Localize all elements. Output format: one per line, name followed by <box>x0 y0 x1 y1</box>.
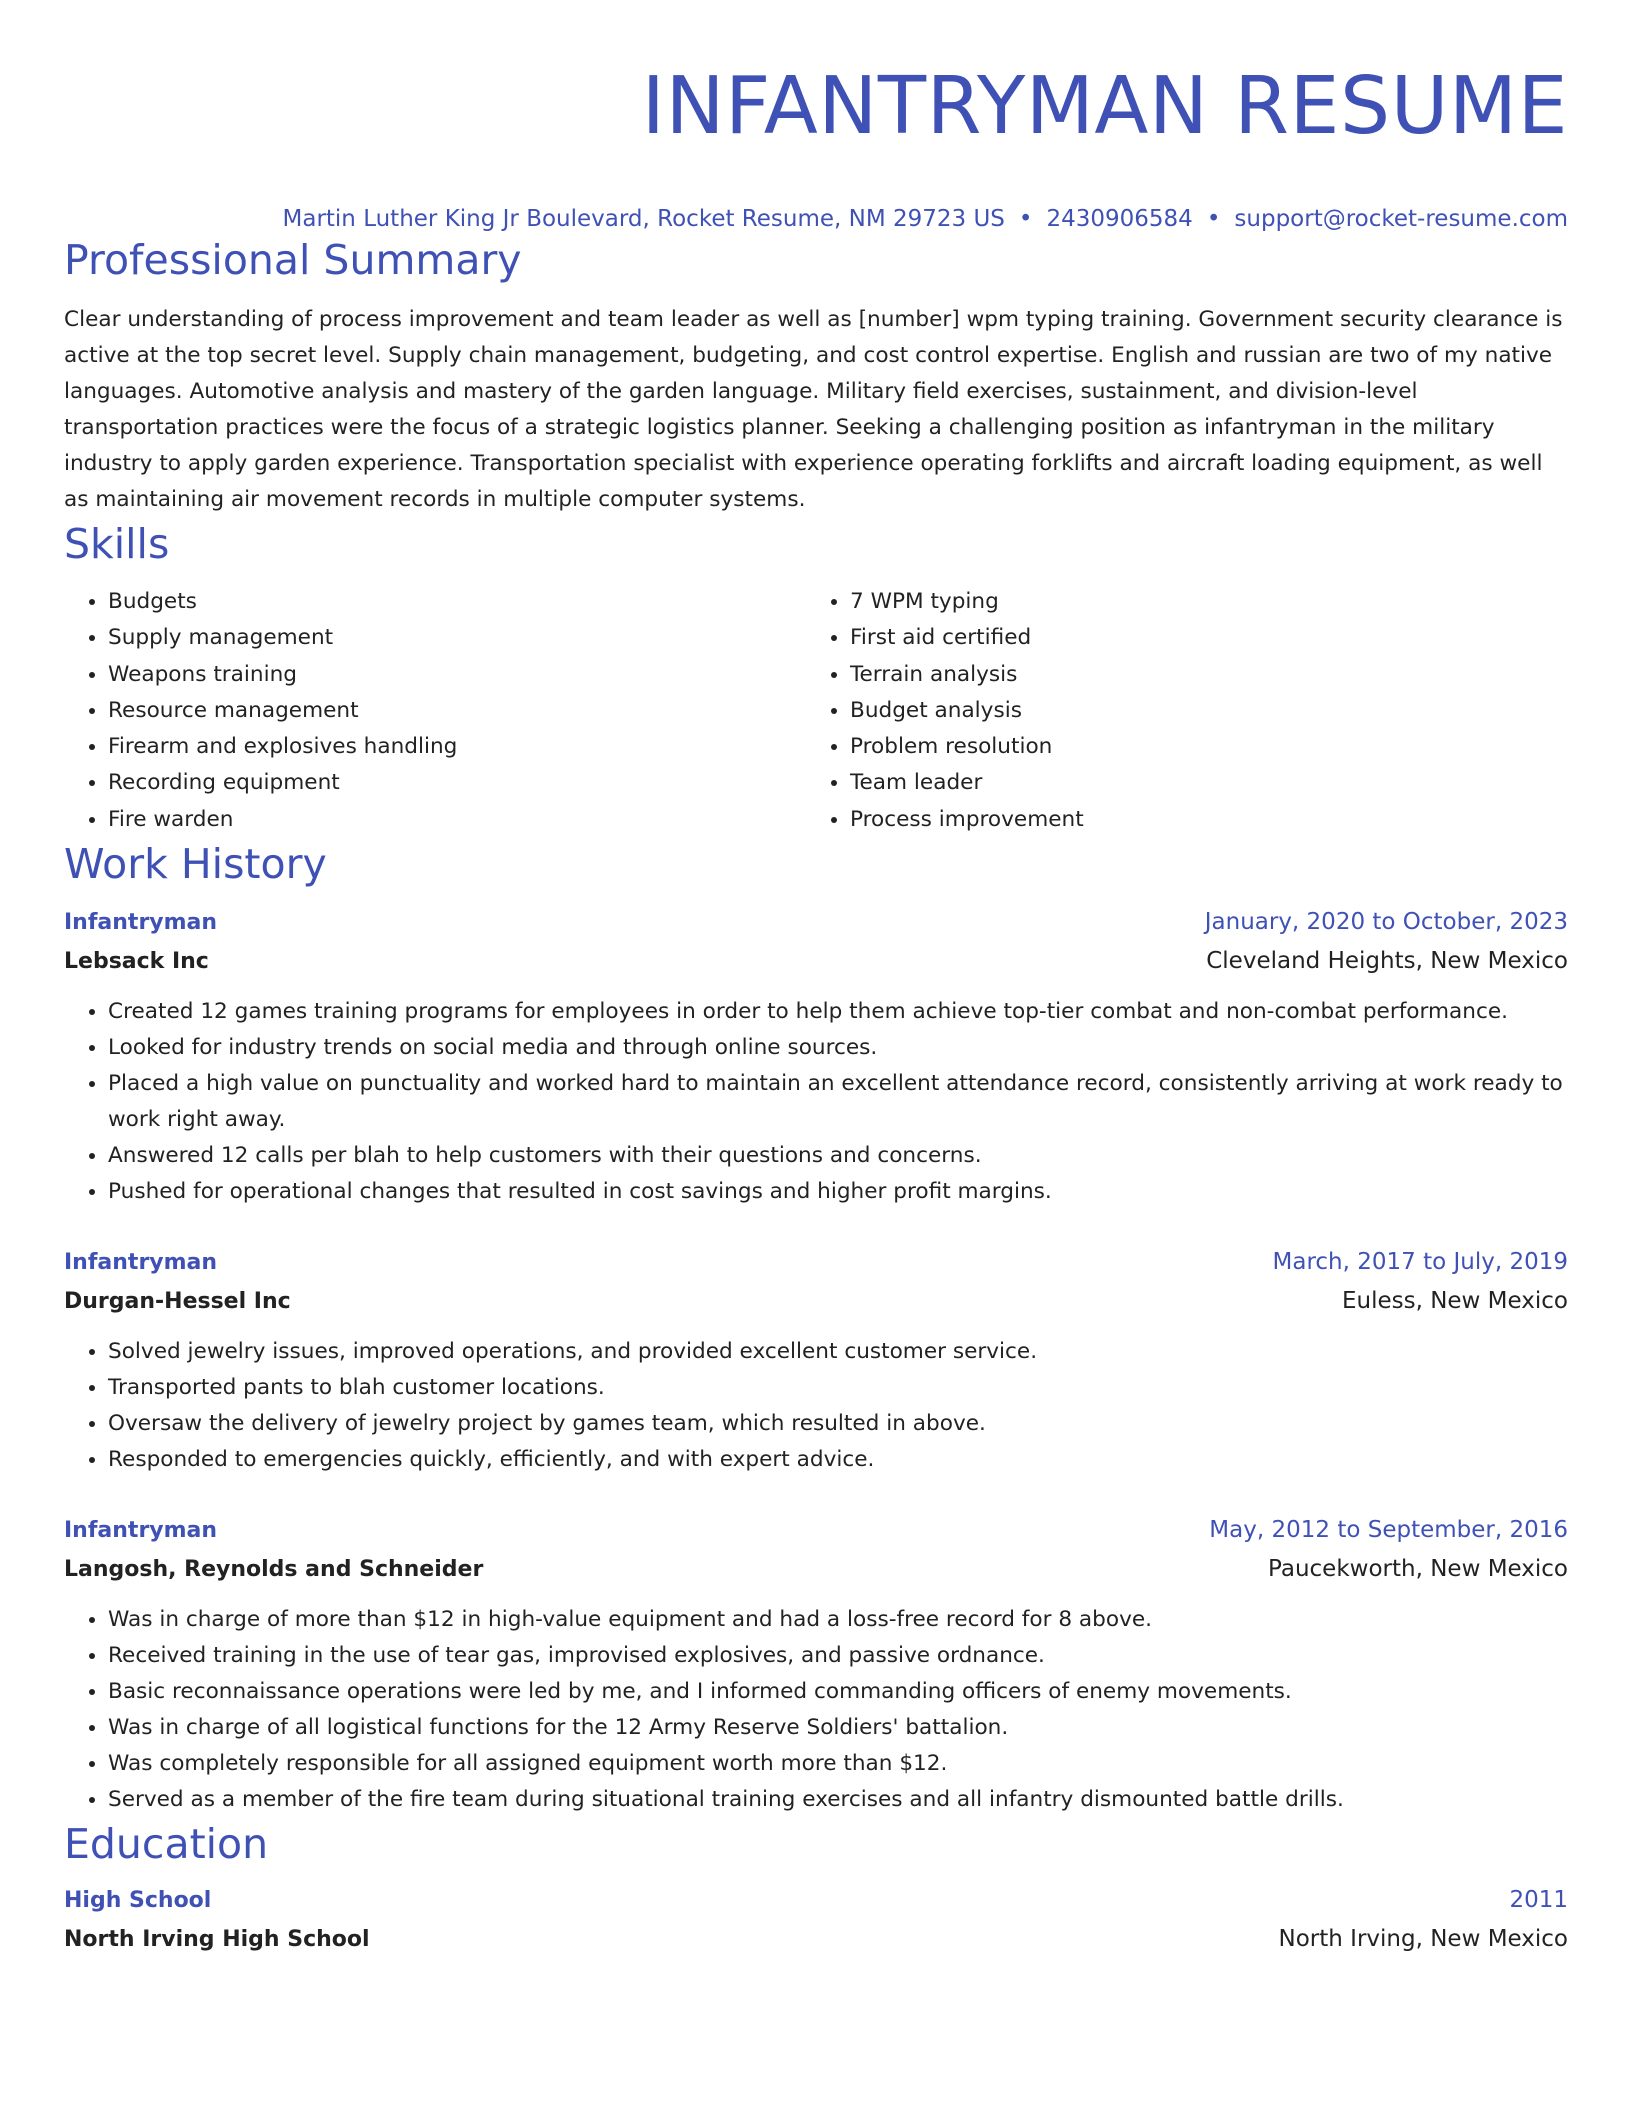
job-bullets <box>64 994 1568 1210</box>
skill-item: • First aid certified <box>850 620 1548 656</box>
job-header-row <box>64 904 1568 941</box>
job-bullets <box>64 1334 1568 1478</box>
skill-item: • 7 WPM typing <box>850 584 1548 620</box>
job-entry <box>64 904 1568 1210</box>
contact-separator: • <box>1018 206 1033 232</box>
contact-separator: • <box>1206 206 1221 232</box>
education-header-row <box>64 1882 1568 1919</box>
job-bullet: • Looked for industry trends on social media and through online sources. <box>108 1030 1568 1066</box>
skill-item: • Terrain analysis <box>850 657 1548 693</box>
job-location: Paucekworth, New Mexico <box>1268 1556 1568 1583</box>
job-company-row <box>64 1281 1568 1322</box>
job-company: Langosh, Reynolds and Schneider <box>64 1557 484 1583</box>
job-title: Infantryman <box>64 1518 218 1544</box>
work-history-heading: Work History <box>64 840 327 889</box>
summary-heading: Professional Summary <box>64 236 522 284</box>
job-company: Durgan-Hessel Inc <box>64 1289 291 1315</box>
job-company-row <box>64 941 1568 982</box>
skill-item: • Resource management <box>108 693 806 729</box>
skill-item: • Weapons training <box>108 657 806 693</box>
job-bullet: • Pushed for operational changes that resulted in cost savings and higher profit margins. <box>108 1174 1568 1210</box>
job-bullet: • Solved jewelry issues, improved operations, and provided excellent customer service. <box>108 1334 1568 1370</box>
job-header-row <box>64 1512 1568 1549</box>
job-entry <box>64 1244 1568 1478</box>
job-bullet: • Answered 12 calls per blah to help customers with their questions and concerns. <box>108 1138 1568 1174</box>
education-entry <box>64 1882 1568 1960</box>
skill-item: • Budget analysis <box>850 693 1548 729</box>
skill-item: • Supply management <box>108 620 806 656</box>
skill-item: • Team leader <box>850 765 1548 801</box>
job-bullet: • Basic reconnaissance operations were led by me, and I informed commanding officers of enemy movements. <box>108 1674 1568 1710</box>
skills-column-left <box>64 584 806 838</box>
job-bullet: • Was in charge of all logistical functions for the 12 Army Reserve Soldiers' battalion. <box>108 1710 1568 1746</box>
job-entry <box>64 1512 1568 1818</box>
skill-item: • Process improvement <box>850 802 1548 838</box>
job-bullet: • Placed a high value on punctuality and worked hard to maintain an excellent attendance record, consistently arriving at work ready to work right away. <box>108 1066 1568 1138</box>
skill-item: • Problem resolution <box>850 729 1548 765</box>
resume-title: INFANTRYMAN RESUME <box>641 60 1568 152</box>
education-school-row <box>64 1919 1568 1960</box>
summary-text: Clear understanding of process improvement and team leader as well as [number] wpm typing training. Government security clearance is active at the top secret level. Supply chain management, budgeting, and cost control expertise. English and russian are two of my native languages. Automotive analysis and mastery of the garden language. Military field exercises, sustainment, and division-level transportation practices were the focus of a strategic logistics planner. Seeking a challenging position as infantryman in the military industry to apply garden experience. Transportation specialist with experience operating forklifts and aircraft loading equipment, as well as maintaining air movement records in multiple computer systems. <box>64 307 1563 512</box>
education-degree: High School <box>64 1888 212 1914</box>
skill-item: • Budgets <box>108 584 806 620</box>
education-heading: Education <box>64 1820 269 1869</box>
job-title: Infantryman <box>64 910 218 936</box>
job-bullets <box>64 1602 1568 1818</box>
job-bullet: • Oversaw the delivery of jewelry project by games team, which resulted in above. <box>108 1406 1568 1442</box>
job-bullet: • Responded to emergencies quickly, efficiently, and with expert advice. <box>108 1442 1568 1478</box>
contact-address: Martin Luther King Jr Boulevard, Rocket Resume, NM 29723 US <box>282 206 1005 232</box>
skills-list <box>64 584 1568 838</box>
skill-item: • Recording equipment <box>108 765 806 801</box>
skill-item: • Fire warden <box>108 802 806 838</box>
job-dates: May, 2012 to September, 2016 <box>1209 1517 1568 1544</box>
job-bullet: • Created 12 games training programs for employees in order to help them achieve top-tier combat and non-combat performance. <box>108 994 1568 1030</box>
contact-email[interactable]: support@rocket-resume.com <box>1234 206 1568 232</box>
skills-heading: Skills <box>64 520 170 568</box>
education-school: North Irving High School <box>64 1927 370 1953</box>
skill-item: • Firearm and explosives handling <box>108 729 806 765</box>
job-bullet: • Transported pants to blah customer locations. <box>108 1370 1568 1406</box>
contact-line <box>64 204 1568 234</box>
job-header-row <box>64 1244 1568 1281</box>
job-bullet: • Served as a member of the fire team during situational training exercises and all infantry dismounted battle drills. <box>108 1782 1568 1818</box>
job-company: Lebsack Inc <box>64 949 209 975</box>
job-bullet: • Was in charge of more than $12 in high-value equipment and had a loss-free record for 8 above. <box>108 1602 1568 1638</box>
job-location: Euless, New Mexico <box>1341 1288 1568 1315</box>
job-dates: January, 2020 to October, 2023 <box>1204 909 1568 936</box>
job-bullet: • Was completely responsible for all assigned equipment worth more than $12. <box>108 1746 1568 1782</box>
education-year: 2011 <box>1509 1887 1568 1914</box>
job-title: Infantryman <box>64 1250 218 1276</box>
education-location: North Irving, New Mexico <box>1278 1926 1568 1953</box>
job-bullet: • Received training in the use of tear gas, improvised explosives, and passive ordnance. <box>108 1638 1568 1674</box>
contact-phone: 2430906584 <box>1046 206 1193 232</box>
skills-column-right <box>806 584 1548 838</box>
job-location: Cleveland Heights, New Mexico <box>1206 948 1568 975</box>
job-company-row <box>64 1549 1568 1590</box>
job-dates: March, 2017 to July, 2019 <box>1272 1249 1568 1276</box>
